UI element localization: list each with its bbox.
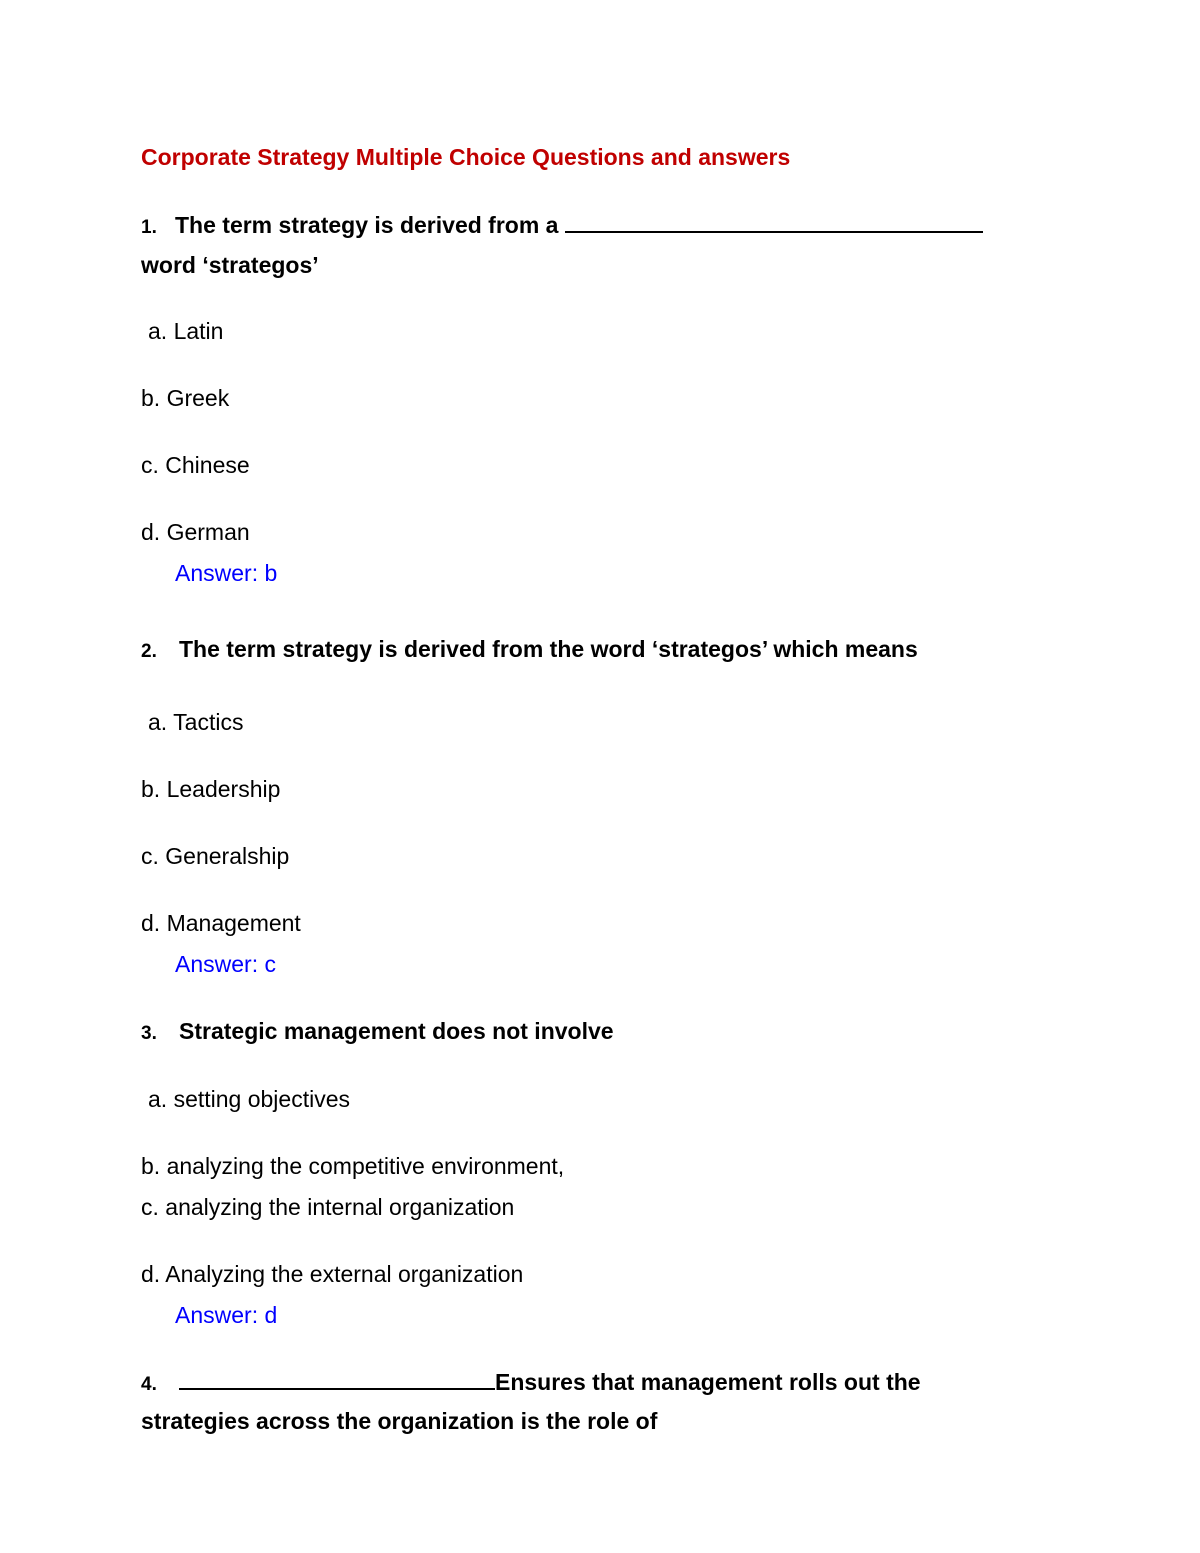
answer-blank: [179, 1370, 495, 1390]
question-1: [141, 210, 983, 243]
document-title: Corporate Strategy Multiple Choice Questions and answers: [141, 144, 791, 170]
question-2-option-b: b. Leadership: [141, 776, 281, 802]
answer-blank: [565, 213, 983, 233]
question-1-option-d: d. German: [141, 519, 250, 545]
question-2-option-a: a. Tactics: [148, 709, 244, 735]
question-4-number: 4.: [141, 1374, 157, 1395]
question-1-continuation: word ‘strategos’: [141, 252, 319, 278]
question-1-option-b: b. Greek: [141, 385, 230, 411]
question-3-option-d: d. Analyzing the external organization: [141, 1261, 524, 1287]
question-2-option-d: d. Management: [141, 910, 301, 936]
question-2: [141, 634, 918, 667]
question-4: [141, 1367, 921, 1400]
question-1-answer: Answer: b: [175, 560, 278, 586]
question-3-text: Strategic management does not involve: [179, 1018, 614, 1044]
question-4-text: Ensures that management rolls out the: [495, 1369, 921, 1395]
question-3-option-b: b. analyzing the competitive environment,: [141, 1153, 565, 1179]
question-2-answer: Answer: c: [175, 951, 276, 977]
question-3-number: 3.: [141, 1023, 157, 1044]
question-3-answer: Answer: d: [175, 1302, 278, 1328]
question-3: [141, 1016, 614, 1049]
question-1-text: The term strategy is derived from a: [175, 212, 559, 238]
question-1-option-c: c. Chinese: [141, 452, 250, 478]
question-3-option-c: c. analyzing the internal organization: [141, 1194, 515, 1220]
question-4-continuation: strategies across the organization is the role of: [141, 1408, 658, 1434]
question-3-option-a: a. setting objectives: [148, 1086, 351, 1112]
question-2-option-c: c. Generalship: [141, 843, 290, 869]
question-2-number: 2.: [141, 641, 157, 662]
question-1-option-a: a. Latin: [148, 318, 224, 344]
question-1-number: 1.: [141, 217, 157, 238]
question-2-text: The term strategy is derived from the word ‘strategos’ which means: [179, 636, 918, 662]
